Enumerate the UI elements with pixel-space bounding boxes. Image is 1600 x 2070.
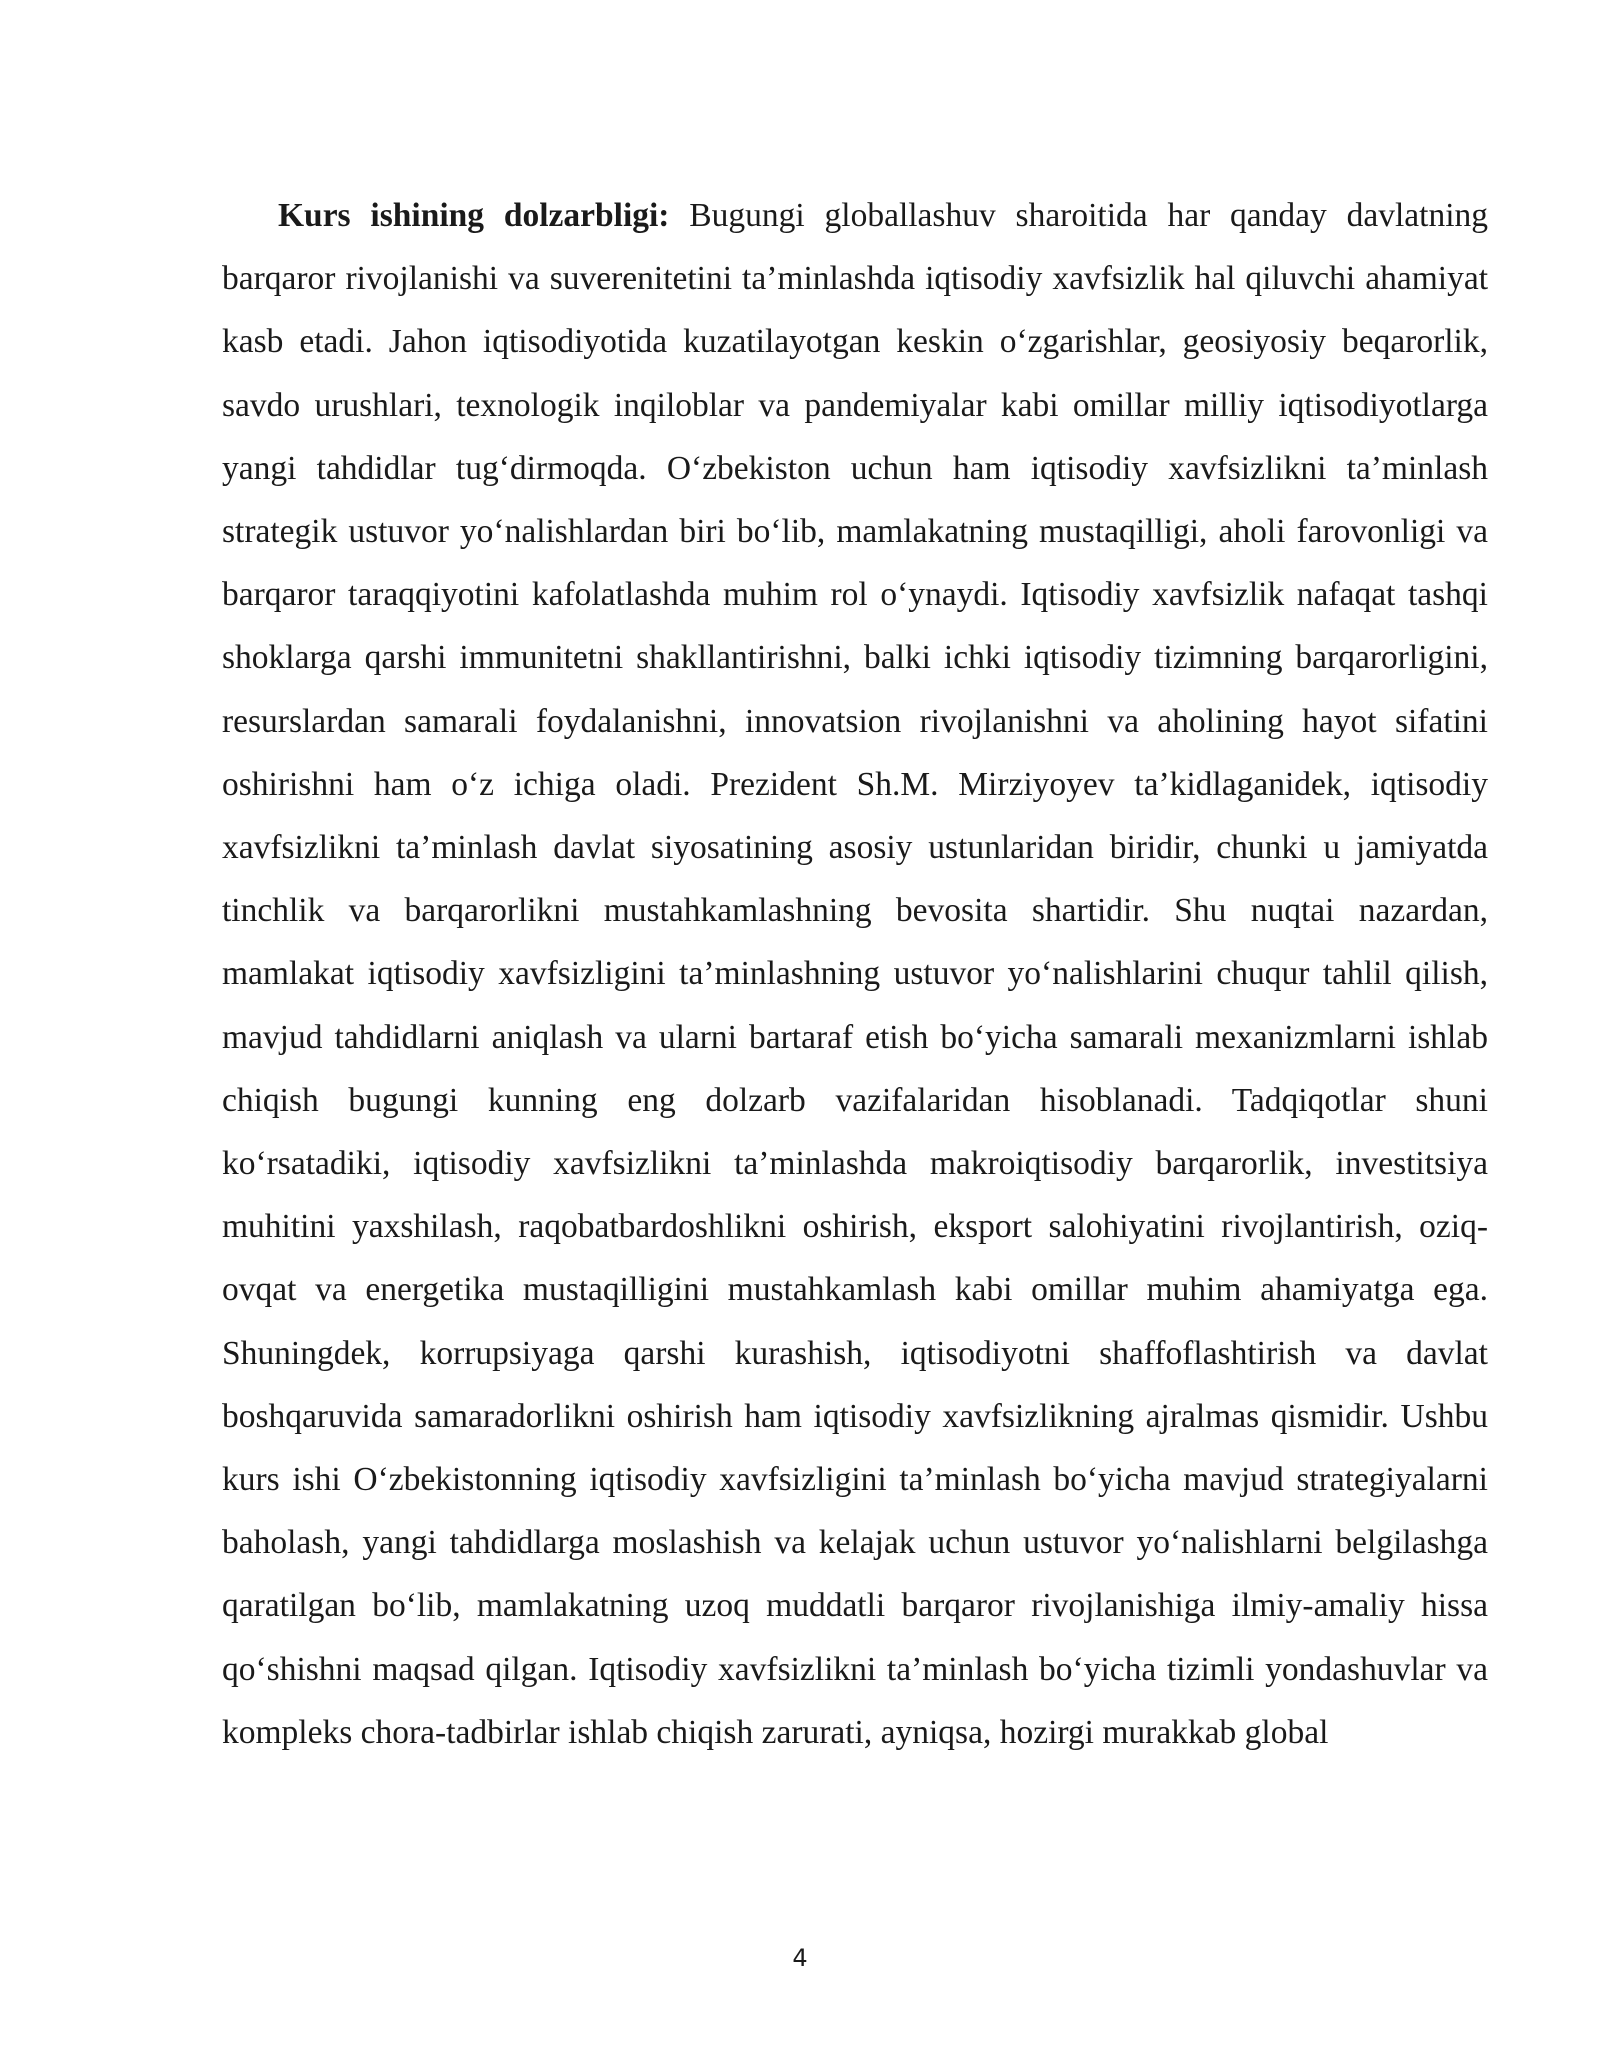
paragraph-body-text: Bugungi globallashuv sharoitida har qanday davlatning barqaror rivojlanishi va suverenitetini ta’minlashda iqtisodiy xavfsizlik hal qiluvchi ahamiyat kasb etadi. Jahon iqtisodiyotida kuzatilayotgan keskin o‘zgarishlar, geosiyosiy beqarorlik, savdo urushlari, texnologik inqiloblar va pandemiyalar kabi omillar milliy iqtisodiyotlarga yangi tahdidlar tug‘dirmoqda. O‘zbekiston uchun ham iqtisodiy xavfsizlikni ta’minlash strategik ustuvor yo‘nalishlardan biri bo‘lib, mamlakatning mustaqilligi, aholi farovonligi va barqaror taraqqiyotini kafolatlashda muhim rol o‘ynaydi. Iqtisodiy xavfsizlik nafaqat tashqi shoklarga qarshi immunitetni shakllantirishni, balki ichki iqtisodiy tizimning barqarorligini, resurslardan samarali foydalanishni, innovatsion rivojlanishni va aholining hayot sifatini oshirishni ham o‘z ichiga oladi. Prezident Sh.M. Mirziyoyev ta’kidlaganidek, iqtisodiy xavfsizlikni ta’minlash davlat siyosatining asosiy ustunlaridan biridir, chunki u jamiyatda tinchlik va barqarorlikni mustahkamlashning bevosita shartidir. Shu nuqtai nazardan, mamlakat iqtisodiy xavfsizligini ta’minlashning ustuvor yo‘nalishlarini chuqur tahlil qilish, mavjud tahdidlarni aniqlash va ularni bartaraf etish bo‘yicha samarali mexanizmlarni ishlab chiqish bugungi kunning eng dolzarb vazifalaridan hisoblanadi. Tadqiqotlar shuni ko‘rsatadiki, iqtisodiy xavfsizlikni ta’minlashda makroiqtisodiy barqarorlik, investitsiya muhitini yaxshilash, raqobatbardoshlikni oshirish, eksport salohiyatini rivojlantirish, oziq-ovqat va energetika mustaqilligini mustahkamlash kabi omillar muhim ahamiyatga ega. Shuningdek, korrupsiyaga qarshi kurashish, iqtisodiyotni shaffoflashtirish va davlat boshqaruvida samaradorlikni oshirish ham iqtisodiy xavfsizlikning ajralmas qismidir. Ushbu kurs ishi O‘zbekistonning iqtisodiy xavfsizligini ta’minlash bo‘yicha mavjud strategiyalarni baholash, yangi tahdidlarga moslashish va kelajak uchun ustuvor yo‘nalishlarni belgilashga qaratilgan bo‘lib, mamlakatning uzoq muddatli barqaror rivojlanishiga ilmiy-amaliy hissa qo‘shishni maqsad qilgan. Iqtisodiy xavfsizlikni ta’minlash bo‘yicha tizimli yondashuvlar va kompleks chora-tadbirlar ishlab chiqish zarurati, ayniqsa, hozirgi murakkab global: [222, 197, 1489, 1751]
paragraph-lead-heading: Kurs ishining dolzarbligi:: [278, 197, 670, 234]
page-number: 4: [792, 1944, 808, 1972]
body-paragraph: [222, 184, 1488, 1764]
